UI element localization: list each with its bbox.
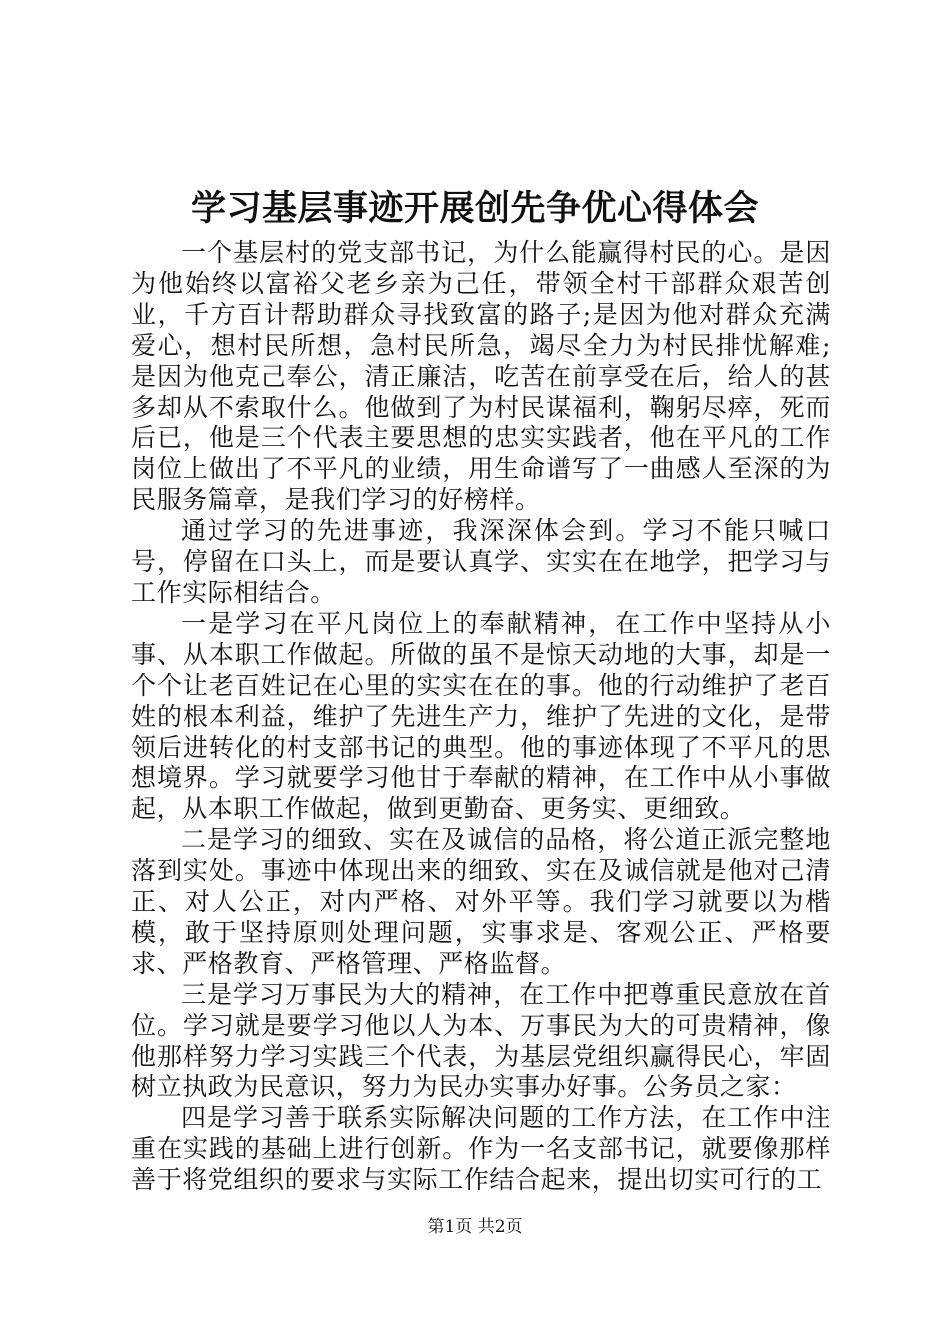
paragraph: 三是学习万事民为大的精神，在工作中把尊重民意放在首位。学习就是要学习他以人为本、万事民为大的可贵精神，像他那样努力学习实践三个代表，为基层党组织赢得民心，牢固树立执政为民意识，努力为民办实事办好事。公务员之家：	[131, 979, 831, 1102]
document-body	[131, 238, 831, 1196]
paragraph: 四是学习善于联系实际解决问题的工作方法，在工作中注重在实践的基础上进行创新。作为一名支部书记，就要像那样善于将党组织的要求与实际工作结合起来，提出切实可行的工	[131, 1103, 831, 1195]
paragraph: 一是学习在平凡岗位上的奉献精神，在工作中坚持从小事、从本职工作做起。所做的虽不是惊天动地的大事，却是一个个让老百姓记在心里的实实在在的事。他的行动维护了老百姓的根本利益，维护了先进生产力，维护了先进的文化，是带领后进转化的村支部书记的典型。他的事迹体现了不平凡的思想境界。学习就要学习他甘于奉献的精神，在工作中从小事做起，从本职工作做起，做到更勤奋、更务实、更细致。	[131, 608, 831, 824]
paragraph: 通过学习的先进事迹，我深深体会到。学习不能只喊口号，停留在口头上，而是要认真学、实实在在地学，把学习与工作实际相结合。	[131, 516, 831, 607]
paragraph: 一个基层村的党支部书记，为什么能赢得村民的心。是因为他始终以富裕父老乡亲为己任，带领全村干部群众艰苦创业，千方百计帮助群众寻找致富的路子;是因为他对群众充满爱心，想村民所想，急村民所急，竭尽全力为村民排忧解难;是因为他克己奉公，清正廉洁，吃苦在前享受在后，给人的甚多却从不索取什么。他做到了为村民谋福利，鞠躬尽瘁，死而后已，他是三个代表主要思想的忠实实践者，他在平凡的工作岗位上做出了不平凡的业绩，用生命谱写了一曲感人至深的为民服务篇章，是我们学习的好榜样。	[131, 238, 831, 515]
paragraph: 二是学习的细致、实在及诚信的品格，将公道正派完整地落到实处。事迹中体现出来的细致、实在及诚信就是他对己清正、对人公正，对内严格、对外平等。我们学习就要以为楷模，敢于坚持原则处理问题，实事求是、客观公正、严格要求、严格教育、严格管理、严格监督。	[131, 825, 831, 978]
page-number-footer: 第1页 共2页	[427, 1217, 523, 1237]
document-title: 学习基层事迹开展创先争优心得体会	[190, 189, 759, 229]
